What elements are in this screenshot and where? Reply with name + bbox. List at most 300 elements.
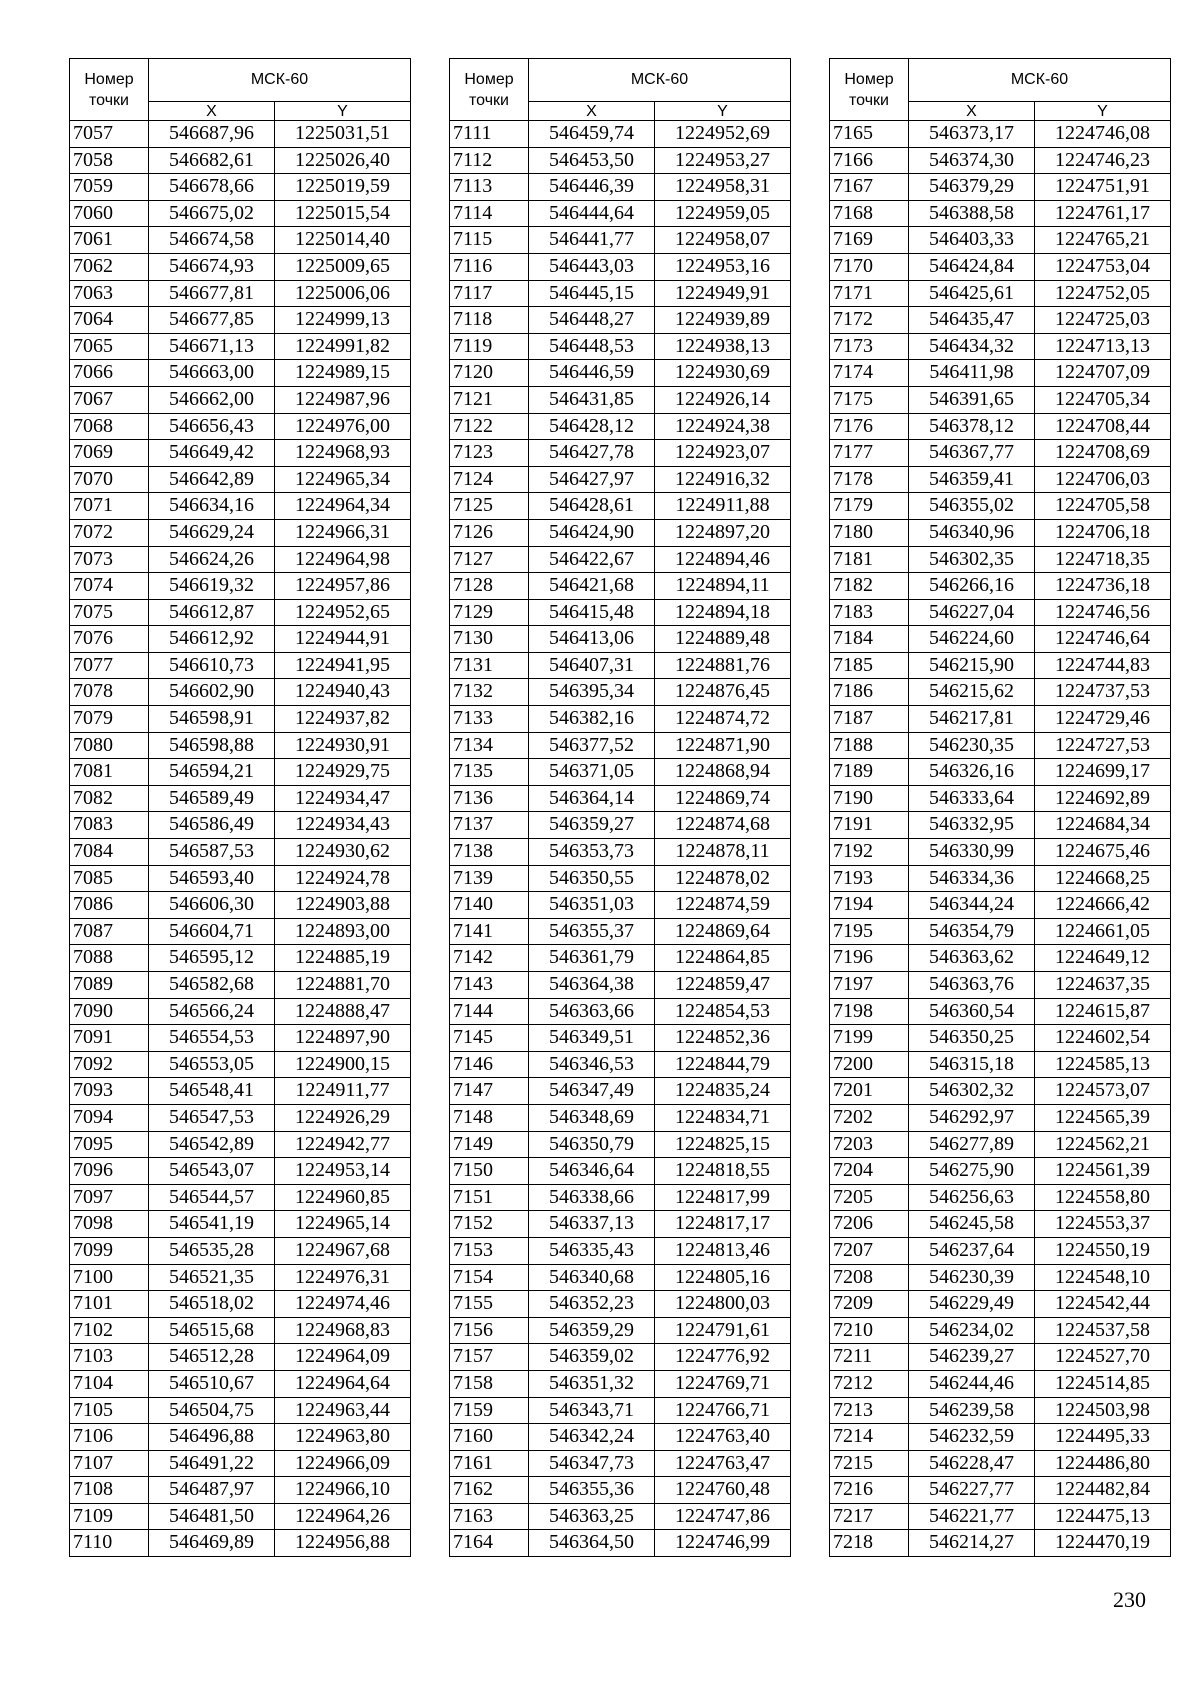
- y-coordinate-cell: 1224615,87: [1035, 998, 1171, 1025]
- point-number-cell: 7159: [450, 1397, 529, 1424]
- x-coordinate-cell: 546642,89: [149, 466, 275, 493]
- x-coordinate-cell: 546553,05: [149, 1051, 275, 1078]
- y-coordinate-cell: 1224930,91: [275, 732, 411, 759]
- point-number-cell: 7059: [70, 174, 149, 201]
- point-number-cell: 7211: [830, 1344, 909, 1371]
- point-number-cell: 7060: [70, 200, 149, 227]
- table-row: [70, 972, 411, 999]
- point-number-cell: 7206: [830, 1211, 909, 1238]
- x-coordinate-cell: 546595,12: [149, 945, 275, 972]
- point-number-cell: 7185: [830, 652, 909, 679]
- x-coordinate-cell: 546649,42: [149, 440, 275, 467]
- table-row: [70, 1025, 411, 1052]
- x-coordinate-cell: 546359,02: [529, 1344, 655, 1371]
- x-coordinate-cell: 546302,35: [909, 546, 1035, 573]
- x-coordinate-cell: 546335,43: [529, 1237, 655, 1264]
- x-coordinate-cell: 546663,00: [149, 360, 275, 387]
- point-number-cell: 7118: [450, 307, 529, 334]
- y-coordinate-cell: 1224958,07: [655, 227, 791, 254]
- table-row: [450, 333, 791, 360]
- y-coordinate-cell: 1224888,47: [275, 998, 411, 1025]
- y-coordinate-cell: 1224999,13: [275, 307, 411, 334]
- table-row: [70, 1211, 411, 1238]
- y-coordinate-cell: 1224565,39: [1035, 1104, 1171, 1131]
- table-row: [450, 519, 791, 546]
- table-row: [70, 652, 411, 679]
- y-coordinate-cell: 1225009,65: [275, 253, 411, 280]
- table-row: [70, 1264, 411, 1291]
- point-number-cell: 7061: [70, 227, 149, 254]
- y-coordinate-cell: 1224938,13: [655, 333, 791, 360]
- x-coordinate-cell: 546354,79: [909, 918, 1035, 945]
- x-coordinate-cell: 546428,61: [529, 493, 655, 520]
- table-row: [830, 546, 1171, 573]
- x-coordinate-cell: 546624,26: [149, 546, 275, 573]
- table-row: [450, 1397, 791, 1424]
- point-number-cell: 7178: [830, 466, 909, 493]
- y-coordinate-cell: 1224706,03: [1035, 466, 1171, 493]
- y-coordinate-cell: 1224834,71: [655, 1104, 791, 1131]
- table-row: [450, 1025, 791, 1052]
- point-number-cell: 7108: [70, 1477, 149, 1504]
- table-row: [450, 1104, 791, 1131]
- point-number-cell: 7194: [830, 892, 909, 919]
- table-row: [450, 280, 791, 307]
- y-coordinate-cell: 1224527,70: [1035, 1344, 1171, 1371]
- point-number-cell: 7153: [450, 1237, 529, 1264]
- point-number-cell: 7125: [450, 493, 529, 520]
- x-coordinate-cell: 546342,24: [529, 1424, 655, 1451]
- table-row: [70, 360, 411, 387]
- x-coordinate-cell: 546382,16: [529, 706, 655, 733]
- point-number-cell: 7152: [450, 1211, 529, 1238]
- point-number-cell: 7150: [450, 1158, 529, 1185]
- table-row: [70, 706, 411, 733]
- point-number-cell: 7105: [70, 1397, 149, 1424]
- x-coordinate-cell: 546355,36: [529, 1477, 655, 1504]
- y-coordinate-cell: 1224800,03: [655, 1291, 791, 1318]
- x-coordinate-cell: 546598,88: [149, 732, 275, 759]
- point-number-cell: 7155: [450, 1291, 529, 1318]
- x-coordinate-cell: 546234,02: [909, 1317, 1035, 1344]
- point-number-cell: 7084: [70, 839, 149, 866]
- point-number-cell: 7136: [450, 785, 529, 812]
- point-number-cell: 7188: [830, 732, 909, 759]
- x-coordinate-cell: 546566,24: [149, 998, 275, 1025]
- point-number-cell: 7186: [830, 679, 909, 706]
- table-row: [450, 1237, 791, 1264]
- table-row: [450, 1264, 791, 1291]
- x-coordinate-cell: 546629,24: [149, 519, 275, 546]
- table-row: [830, 839, 1171, 866]
- y-coordinate-cell: 1224713,13: [1035, 333, 1171, 360]
- point-number-cell: 7200: [830, 1051, 909, 1078]
- x-coordinate-cell: 546232,59: [909, 1424, 1035, 1451]
- x-coordinate-cell: 546515,68: [149, 1317, 275, 1344]
- y-coordinate-cell: 1224926,29: [275, 1104, 411, 1131]
- x-header: X: [149, 102, 275, 121]
- x-coordinate-cell: 546388,58: [909, 200, 1035, 227]
- x-coordinate-cell: 546662,00: [149, 386, 275, 413]
- point-number-cell: 7110: [70, 1530, 149, 1557]
- table-row: [830, 333, 1171, 360]
- table-row: [830, 1051, 1171, 1078]
- y-coordinate-cell: 1224859,47: [655, 972, 791, 999]
- table-row: [70, 253, 411, 280]
- x-coordinate-cell: 546340,68: [529, 1264, 655, 1291]
- y-coordinate-cell: 1224930,62: [275, 839, 411, 866]
- x-coordinate-cell: 546391,65: [909, 386, 1035, 413]
- y-coordinate-cell: 1224959,05: [655, 200, 791, 227]
- point-number-cell: 7063: [70, 280, 149, 307]
- point-number-cell: 7208: [830, 1264, 909, 1291]
- x-coordinate-cell: 546364,14: [529, 785, 655, 812]
- y-coordinate-cell: 1224818,55: [655, 1158, 791, 1185]
- x-coordinate-cell: 546678,66: [149, 174, 275, 201]
- point-number-cell: 7098: [70, 1211, 149, 1238]
- point-number-cell: 7162: [450, 1477, 529, 1504]
- x-coordinate-cell: 546674,58: [149, 227, 275, 254]
- x-coordinate-cell: 546377,52: [529, 732, 655, 759]
- x-coordinate-cell: 546496,88: [149, 1424, 275, 1451]
- x-coordinate-cell: 546302,32: [909, 1078, 1035, 1105]
- x-coordinate-cell: 546353,73: [529, 839, 655, 866]
- y-coordinate-cell: 1225019,59: [275, 174, 411, 201]
- y-coordinate-cell: 1224751,91: [1035, 174, 1171, 201]
- point-number-cell: 7062: [70, 253, 149, 280]
- x-coordinate-cell: 546434,32: [909, 333, 1035, 360]
- y-coordinate-cell: 1224942,77: [275, 1131, 411, 1158]
- y-coordinate-cell: 1224852,36: [655, 1025, 791, 1052]
- x-coordinate-cell: 546424,90: [529, 519, 655, 546]
- table-row: [70, 785, 411, 812]
- point-number-cell: 7133: [450, 706, 529, 733]
- y-coordinate-cell: 1224558,80: [1035, 1184, 1171, 1211]
- table-row: [830, 280, 1171, 307]
- point-number-cell: 7168: [830, 200, 909, 227]
- x-coordinate-cell: 546541,19: [149, 1211, 275, 1238]
- y-coordinate-cell: 1224874,72: [655, 706, 791, 733]
- table-row: [830, 1424, 1171, 1451]
- y-coordinate-cell: 1224963,80: [275, 1424, 411, 1451]
- x-coordinate-cell: 546674,93: [149, 253, 275, 280]
- y-coordinate-cell: 1224562,21: [1035, 1131, 1171, 1158]
- y-coordinate-cell: 1224964,26: [275, 1503, 411, 1530]
- y-coordinate-cell: 1224889,48: [655, 626, 791, 653]
- point-number-cell: 7126: [450, 519, 529, 546]
- table-row: [450, 1184, 791, 1211]
- point-number-cell: 7191: [830, 812, 909, 839]
- y-coordinate-cell: 1224573,07: [1035, 1078, 1171, 1105]
- x-coordinate-cell: 546256,63: [909, 1184, 1035, 1211]
- y-coordinate-cell: 1224923,07: [655, 440, 791, 467]
- x-coordinate-cell: 546446,59: [529, 360, 655, 387]
- point-number-cell: 7070: [70, 466, 149, 493]
- x-coordinate-cell: 546543,07: [149, 1158, 275, 1185]
- point-number-cell: 7078: [70, 679, 149, 706]
- table-row: [70, 1291, 411, 1318]
- table-row: [830, 1503, 1171, 1530]
- point-number-header: Номер точки: [830, 59, 909, 121]
- x-coordinate-cell: 546542,89: [149, 1131, 275, 1158]
- y-header: Y: [1035, 102, 1171, 121]
- y-coordinate-cell: 1224874,68: [655, 812, 791, 839]
- y-coordinate-cell: 1224929,75: [275, 759, 411, 786]
- table-row: [70, 227, 411, 254]
- x-coordinate-cell: 546266,16: [909, 573, 1035, 600]
- table-row: [830, 1370, 1171, 1397]
- point-number-cell: 7073: [70, 546, 149, 573]
- x-coordinate-cell: 546217,81: [909, 706, 1035, 733]
- table-row: [450, 307, 791, 334]
- point-number-cell: 7124: [450, 466, 529, 493]
- y-coordinate-cell: 1224964,98: [275, 546, 411, 573]
- point-number-cell: 7069: [70, 440, 149, 467]
- y-coordinate-cell: 1224900,15: [275, 1051, 411, 1078]
- x-coordinate-cell: 546338,66: [529, 1184, 655, 1211]
- y-coordinate-cell: 1224760,48: [655, 1477, 791, 1504]
- y-coordinate-cell: 1224744,83: [1035, 652, 1171, 679]
- point-number-cell: 7113: [450, 174, 529, 201]
- table-row: [830, 626, 1171, 653]
- x-coordinate-cell: 546346,53: [529, 1051, 655, 1078]
- table-row: [450, 998, 791, 1025]
- table-row: [450, 1317, 791, 1344]
- x-coordinate-cell: 546491,22: [149, 1450, 275, 1477]
- y-coordinate-cell: 1224987,96: [275, 386, 411, 413]
- y-coordinate-cell: 1224991,82: [275, 333, 411, 360]
- x-coordinate-cell: 546214,27: [909, 1530, 1035, 1557]
- x-coordinate-cell: 546363,76: [909, 972, 1035, 999]
- x-coordinate-cell: 546364,50: [529, 1530, 655, 1557]
- x-coordinate-cell: 546351,32: [529, 1370, 655, 1397]
- y-coordinate-cell: 1224835,24: [655, 1078, 791, 1105]
- y-coordinate-cell: 1224727,53: [1035, 732, 1171, 759]
- point-number-cell: 7161: [450, 1450, 529, 1477]
- point-number-cell: 7166: [830, 147, 909, 174]
- table-row: [70, 1477, 411, 1504]
- point-number-cell: 7065: [70, 333, 149, 360]
- table-row: [70, 679, 411, 706]
- x-coordinate-cell: 546374,30: [909, 147, 1035, 174]
- x-coordinate-cell: 546363,66: [529, 998, 655, 1025]
- y-coordinate-cell: 1224874,59: [655, 892, 791, 919]
- x-coordinate-cell: 546547,53: [149, 1104, 275, 1131]
- table-row: [70, 147, 411, 174]
- y-coordinate-cell: 1224769,71: [655, 1370, 791, 1397]
- point-number-cell: 7095: [70, 1131, 149, 1158]
- y-coordinate-cell: 1224805,16: [655, 1264, 791, 1291]
- y-coordinate-cell: 1224825,15: [655, 1131, 791, 1158]
- point-number-cell: 7081: [70, 759, 149, 786]
- y-coordinate-cell: 1224706,18: [1035, 519, 1171, 546]
- x-coordinate-cell: 546435,47: [909, 307, 1035, 334]
- point-number-cell: 7093: [70, 1078, 149, 1105]
- x-coordinate-cell: 546360,54: [909, 998, 1035, 1025]
- table-row: [830, 892, 1171, 919]
- y-coordinate-cell: 1224649,12: [1035, 945, 1171, 972]
- table-row: [830, 1078, 1171, 1105]
- table-row: [830, 1477, 1171, 1504]
- y-coordinate-cell: 1224893,00: [275, 918, 411, 945]
- x-coordinate-cell: 546594,21: [149, 759, 275, 786]
- table-row: [70, 1104, 411, 1131]
- x-coordinate-cell: 546682,61: [149, 147, 275, 174]
- table-row: [450, 732, 791, 759]
- y-coordinate-cell: 1224965,34: [275, 466, 411, 493]
- x-coordinate-cell: 546239,58: [909, 1397, 1035, 1424]
- x-coordinate-cell: 546415,48: [529, 599, 655, 626]
- table-row: [70, 732, 411, 759]
- x-coordinate-cell: 546518,02: [149, 1291, 275, 1318]
- point-number-cell: 7209: [830, 1291, 909, 1318]
- y-coordinate-cell: 1225015,54: [275, 200, 411, 227]
- table-row: [70, 1158, 411, 1185]
- table-row: [830, 147, 1171, 174]
- y-coordinate-cell: 1224949,91: [655, 280, 791, 307]
- table-row: [70, 626, 411, 653]
- x-coordinate-cell: 546554,53: [149, 1025, 275, 1052]
- x-coordinate-cell: 546403,33: [909, 227, 1035, 254]
- point-number-cell: 7079: [70, 706, 149, 733]
- y-header: Y: [275, 102, 411, 121]
- table-row: [830, 1025, 1171, 1052]
- x-coordinate-cell: 546350,55: [529, 865, 655, 892]
- point-number-cell: 7117: [450, 280, 529, 307]
- y-coordinate-cell: 1224967,68: [275, 1237, 411, 1264]
- point-number-cell: 7160: [450, 1424, 529, 1451]
- y-coordinate-cell: 1224964,09: [275, 1344, 411, 1371]
- x-coordinate-cell: 546593,40: [149, 865, 275, 892]
- y-coordinate-cell: 1224952,65: [275, 599, 411, 626]
- table-row: [830, 706, 1171, 733]
- y-coordinate-cell: 1224746,08: [1035, 121, 1171, 148]
- point-number-cell: 7107: [70, 1450, 149, 1477]
- point-number-cell: 7142: [450, 945, 529, 972]
- x-coordinate-cell: 546237,64: [909, 1237, 1035, 1264]
- y-coordinate-cell: 1224960,85: [275, 1184, 411, 1211]
- x-coordinate-cell: 546343,71: [529, 1397, 655, 1424]
- page-number: 230: [1113, 1587, 1146, 1612]
- table-row: [830, 200, 1171, 227]
- table-row: [830, 121, 1171, 148]
- table-row: [450, 200, 791, 227]
- table-row: [450, 413, 791, 440]
- y-coordinate-cell: 1224746,64: [1035, 626, 1171, 653]
- table-row: [70, 546, 411, 573]
- table-row: [450, 546, 791, 573]
- table-row: [70, 413, 411, 440]
- coordinate-system-header: МСК-60: [529, 59, 791, 102]
- y-coordinate-cell: 1224968,83: [275, 1317, 411, 1344]
- x-coordinate-cell: 546230,35: [909, 732, 1035, 759]
- table-row: [70, 333, 411, 360]
- y-coordinate-cell: 1224737,53: [1035, 679, 1171, 706]
- y-coordinate-cell: 1224585,13: [1035, 1051, 1171, 1078]
- y-coordinate-cell: 1225026,40: [275, 147, 411, 174]
- table-row: [830, 785, 1171, 812]
- point-number-cell: 7099: [70, 1237, 149, 1264]
- point-number-cell: 7090: [70, 998, 149, 1025]
- x-coordinate-cell: 546634,16: [149, 493, 275, 520]
- point-number-cell: 7088: [70, 945, 149, 972]
- point-number-cell: 7122: [450, 413, 529, 440]
- x-coordinate-cell: 546424,84: [909, 253, 1035, 280]
- table-row: [70, 519, 411, 546]
- x-coordinate-cell: 546359,29: [529, 1317, 655, 1344]
- point-number-cell: 7179: [830, 493, 909, 520]
- table-row: [830, 652, 1171, 679]
- point-number-cell: 7216: [830, 1477, 909, 1504]
- point-number-cell: 7130: [450, 626, 529, 653]
- y-coordinate-cell: 1224561,39: [1035, 1158, 1171, 1185]
- x-coordinate-cell: 546586,49: [149, 812, 275, 839]
- x-coordinate-cell: 546443,03: [529, 253, 655, 280]
- point-number-cell: 7096: [70, 1158, 149, 1185]
- table-row: [830, 812, 1171, 839]
- point-number-cell: 7134: [450, 732, 529, 759]
- y-coordinate-cell: 1224934,43: [275, 812, 411, 839]
- x-coordinate-cell: 546348,69: [529, 1104, 655, 1131]
- y-coordinate-cell: 1224940,43: [275, 679, 411, 706]
- x-coordinate-cell: 546352,23: [529, 1291, 655, 1318]
- point-number-cell: 7146: [450, 1051, 529, 1078]
- point-number-cell: 7114: [450, 200, 529, 227]
- x-coordinate-cell: 546448,27: [529, 307, 655, 334]
- y-coordinate-cell: 1224926,14: [655, 386, 791, 413]
- point-number-cell: 7068: [70, 413, 149, 440]
- x-coordinate-cell: 546445,15: [529, 280, 655, 307]
- table-row: [70, 1370, 411, 1397]
- table-row: [70, 1237, 411, 1264]
- y-coordinate-cell: 1224956,88: [275, 1530, 411, 1557]
- coordinates-table-3: [829, 58, 1171, 1557]
- table-row: [830, 227, 1171, 254]
- x-coordinate-cell: 546359,27: [529, 812, 655, 839]
- x-coordinate-cell: 546347,73: [529, 1450, 655, 1477]
- point-number-cell: 7214: [830, 1424, 909, 1451]
- y-coordinate-cell: 1224675,46: [1035, 839, 1171, 866]
- point-number-cell: 7174: [830, 360, 909, 387]
- y-coordinate-cell: 1224637,35: [1035, 972, 1171, 999]
- table-row: [450, 493, 791, 520]
- table-row: [450, 1424, 791, 1451]
- y-coordinate-cell: 1224958,31: [655, 174, 791, 201]
- point-number-cell: 7066: [70, 360, 149, 387]
- table-row: [830, 1344, 1171, 1371]
- y-coordinate-cell: 1224746,23: [1035, 147, 1171, 174]
- point-number-cell: 7205: [830, 1184, 909, 1211]
- point-number-cell: 7143: [450, 972, 529, 999]
- y-coordinate-cell: 1224661,05: [1035, 918, 1171, 945]
- y-coordinate-cell: 1224776,92: [655, 1344, 791, 1371]
- x-coordinate-cell: 546521,35: [149, 1264, 275, 1291]
- y-coordinate-cell: 1224989,15: [275, 360, 411, 387]
- table-row: [830, 732, 1171, 759]
- point-number-cell: 7151: [450, 1184, 529, 1211]
- point-number-cell: 7102: [70, 1317, 149, 1344]
- y-coordinate-cell: 1224869,74: [655, 785, 791, 812]
- x-coordinate-cell: 546355,37: [529, 918, 655, 945]
- x-coordinate-cell: 546340,96: [909, 519, 1035, 546]
- point-number-cell: 7076: [70, 626, 149, 653]
- x-coordinate-cell: 546687,96: [149, 121, 275, 148]
- x-coordinate-cell: 546427,78: [529, 440, 655, 467]
- point-number-cell: 7192: [830, 839, 909, 866]
- y-coordinate-cell: 1224881,70: [275, 972, 411, 999]
- table-row: [450, 174, 791, 201]
- table-row: [70, 892, 411, 919]
